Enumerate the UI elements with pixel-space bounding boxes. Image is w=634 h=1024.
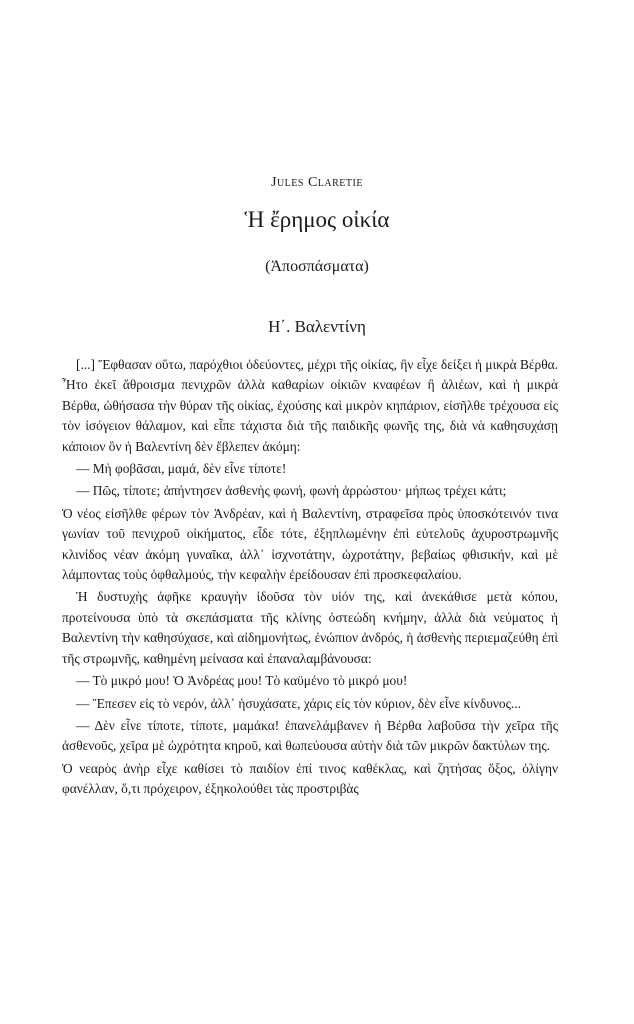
story-subtitle: (Ἀποσπάσματα)	[265, 258, 369, 275]
chapter-heading: Η΄. Βαλεντίνη	[268, 317, 366, 336]
story-title: Ἡ ἔρημος οἰκία	[244, 207, 390, 232]
paragraph: — Πῶς, τίποτε; ἀπήντησεν ἀσθενὴς φωνή, φωνὴ ἀρρώστου· μήπως τρέχει κάτι;	[76, 483, 507, 499]
paragraph: — Μὴ φοβᾶσαι, μαμά, δὲν εἶνε τίποτε!	[76, 461, 287, 477]
paragraph: — Ἔπεσεν εἰς τὸ νερόν, ἀλλ᾽ ἡσυχάσατε, χάρις εἰς τὸν κύριον, δὲν εἶνε κίνδυνος...	[76, 695, 521, 711]
body-text	[62, 355, 558, 802]
paragraph: Ὁ νέος εἰσῆλθε φέρων τὸν Ἀνδρέαν, καὶ ἡ Βαλεντίνη, στραφεῖσα πρὸς ὑποσκότεινόν τινα γωνίαν τοῦ πενιχροῦ οἰκήματος, εἶδε τότε, ἐξηπλωμένην ἐπὶ εὐτελοῦς ἀχυροστρωμνῆς κλινίδος νέαν ἀκόμη γυναῖκα, ἀλλ᾽ ἰσχνοτάτην, ὠχροτάτην, βεβαίως φθισικήν, καὶ μὲ λάμποντας τοὺς ὀφθαλμούς, τὴν κεφαλὴν ἐρείδουσαν ἐπὶ προσκεφαλαίου.	[62, 505, 558, 583]
author-name: Jules Claretie	[271, 175, 363, 190]
paragraph: Ἡ δυστυχὴς ἀφῆκε κραυγὴν ἰδοῦσα τὸν υἱόν της, καὶ ἀνεκάθισε μετὰ κόπου, προτείνουσα ὑπὸ τὰ σκεπάσματα τῆς κλίνης ὀστεώδη κνήμην, ἀλλὰ διὰ νεύματος ἡ Βαλεντίνη τὴν καθησύχασε, καὶ αἰδημονήτως, ἐνώπιον ἀνδρός, ἡ ἀσθενὴς περιεμαζεύθη ἐπὶ τῆς στρωμνῆς, καθημένη μείνασα καὶ ἐπαναλαμβάνουσα:	[62, 589, 558, 666]
paragraph: [...] Ἔφθασαν οὕτω, παρόχθιοι ὁδεύοντες, μέχρι τῆς οἰκίας, ἣν εἶχε δείξει ἡ μικρὰ Βέρθα. Ἦτο ἐκεῖ ἄθροισμα πενιχρῶν ἀλλὰ καθαρίων οἰκιῶν κναφέων ἢ ἁλιέων, καὶ ἡ μικρὰ Βέρθα, ὠθήσασα τὴν θύραν τῆς οἰκίας, ἐχούσης καὶ μικρὸν κηπάριον, εἰσῆλθε τρέχουσα εἰς τὸν ἰσόγειον θάλαμον, καὶ εἶπε τάχιστα διὰ τῆς παιδικῆς φωνῆς της, διὰ νὰ καθησυχάσῃ κάποιον ὃν ἡ Βαλεντίνη δὲν ἔβλεπεν ἀκόμη:	[62, 357, 558, 454]
paragraph: — Τὸ μικρό μου! Ὁ Ἀνδρέας μου! Τὸ καϋμένο τὸ μικρό μου!	[76, 673, 408, 689]
paragraph: — Δὲν εἶνε τίποτε, τίποτε, μαμάκα! ἐπανελάμβανεν ἡ Βέρθα λαβοῦσα τὴν χεῖρα τῆς ἀσθενοῦς, χεῖρα μὲ ὠχρότητα κηροῦ, καὶ θωπεύουσα αὐτὴν διὰ τῶν μικρῶν δακτύλων της.	[62, 717, 558, 754]
paragraph: Ὁ νεαρὸς ἀνὴρ εἶχε καθίσει τὸ παιδίον ἐπί τινος καθέκλας, καὶ ζητήσας ὄξος, ὀλίγην φανέλλαν, ὅ,τι πρόχειρον, ἐξηκολούθει τὰς προστριβὰς	[62, 760, 558, 797]
